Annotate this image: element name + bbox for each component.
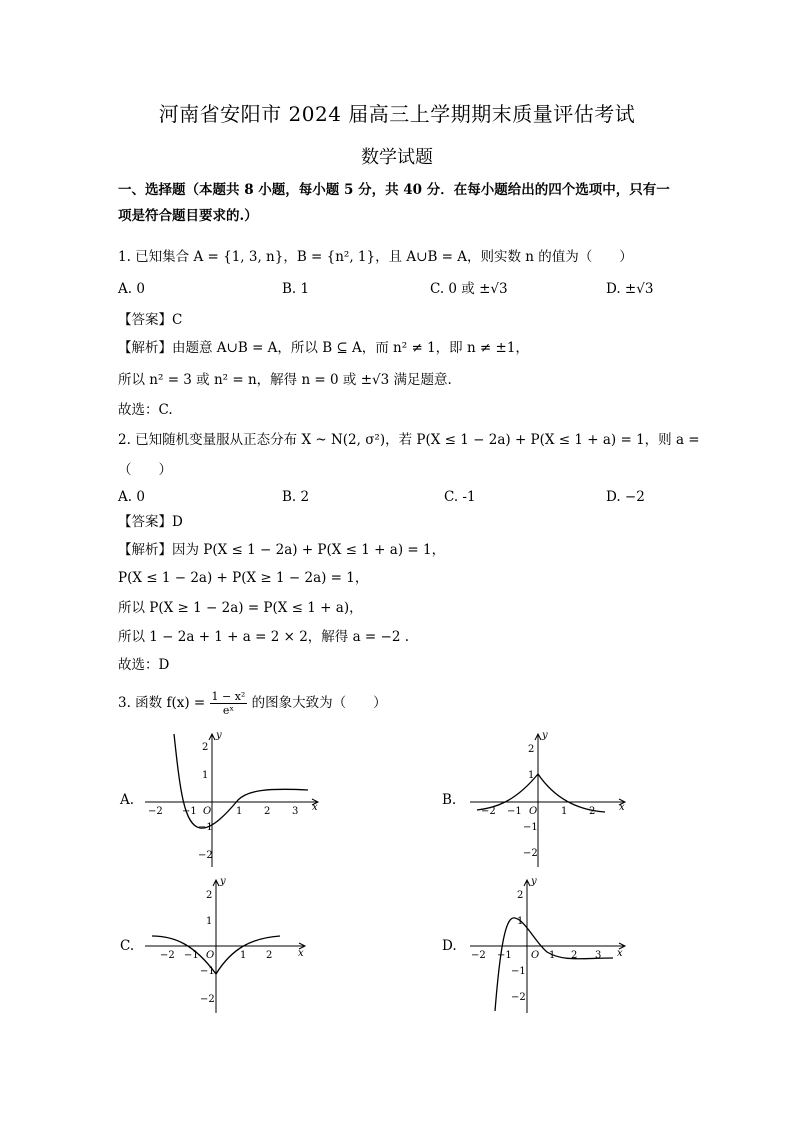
section-heading-cont: 项是符合题目要求的.） <box>118 208 258 224</box>
q3-fraction <box>210 690 248 717</box>
graph-b-curve <box>477 774 605 812</box>
q2-option-b: B. 2 <box>282 489 310 505</box>
graph-b <box>465 730 630 870</box>
graph-d-axes <box>470 880 625 1013</box>
q2-analysis-3: 所以 P(X ≥ 1 − 2a) = P(X ≤ 1 + a)， <box>118 600 363 616</box>
graph-a-tick-y-neg1: −1 <box>198 822 213 833</box>
graph-b-axis-y: y <box>542 730 548 741</box>
graph-c-tick-y-1: 1 <box>206 916 213 927</box>
graph-b-tick-y-2: 2 <box>528 744 535 755</box>
graph-c-tick-x-1: 1 <box>240 950 247 961</box>
q1-conclusion: 故选：C. <box>118 402 173 418</box>
q1-analysis: 【解析】由题意 A∪B = A，所以 B ⊆ A，而 n² ≠ 1，即 n ≠ ±1， <box>118 340 529 356</box>
graph-d-axis-y: y <box>531 876 537 887</box>
graph-a-tick-y-2: 2 <box>202 742 209 753</box>
q3-stem <box>118 690 387 717</box>
graph-b-tick-y-1: 1 <box>528 770 535 781</box>
graph-d-tick-x-neg2: −2 <box>471 950 486 961</box>
q3-fraction-denominator: eˣ <box>222 704 235 717</box>
graph-d-tick-x-neg1: −1 <box>497 950 512 961</box>
graph-a-tick-x-neg2: −2 <box>148 806 163 817</box>
graph-d-tick-y-neg2: −2 <box>511 992 526 1003</box>
section-heading: 一、选择题（本题共 8 小题，每小题 5 分，共 40 分．在每小题给出的四个选项中，只有一 <box>118 182 670 198</box>
q1-option-b: B. 1 <box>282 281 310 297</box>
q2-option-c: C. -1 <box>444 489 476 505</box>
graph-c-tick-x-neg2: −2 <box>160 950 175 961</box>
graph-b-tick-x-neg2: −2 <box>481 806 496 817</box>
q3-stem-suffix: 的图象大致为（ ） <box>251 695 387 711</box>
graph-d-tick-x-3: 3 <box>595 950 602 961</box>
graph-a-svg <box>140 730 325 870</box>
graph-a-ticks <box>148 730 318 861</box>
graph-a-axes <box>145 734 318 867</box>
graph-b-tick-x-neg1: −1 <box>507 806 522 817</box>
graph-c-svg <box>140 876 310 1016</box>
graph-a <box>140 730 325 870</box>
graph-d-tick-y-neg1: −1 <box>511 966 526 977</box>
graph-b-tick-x-2: 2 <box>589 806 596 817</box>
graph-c-tick-y-neg2: −2 <box>200 994 215 1005</box>
graph-d-axis-x: x <box>617 948 623 959</box>
q1-option-d: D. ±√3 <box>606 281 654 297</box>
graph-c-tick-y-neg1: −1 <box>200 966 215 977</box>
graph-c-label: C. <box>120 938 135 954</box>
graph-d <box>465 876 630 1016</box>
graph-d-tick-x-1: 1 <box>549 950 556 961</box>
q1-analysis-cont: 所以 n² = 3 或 n² = n，解得 n = 0 或 ±√3 满足题意. <box>118 372 452 388</box>
q2-conclusion: 故选：D <box>118 657 170 673</box>
q2-answer: 【答案】D <box>118 514 183 530</box>
graph-b-tick-y-neg1: −1 <box>523 822 538 833</box>
graph-a-tick-x-1: 1 <box>236 806 243 817</box>
q1-option-a: A. 0 <box>118 281 145 297</box>
graph-c-ticks <box>160 876 304 1005</box>
graph-a-tick-x-neg1: −1 <box>182 806 197 817</box>
graph-b-tick-x-1: 1 <box>561 806 568 817</box>
graph-c-origin: O <box>206 950 215 961</box>
graph-a-tick-y-1: 1 <box>202 770 209 781</box>
graph-a-tick-x-2: 2 <box>264 806 271 817</box>
graph-c-tick-y-2: 2 <box>206 890 213 901</box>
graph-c-tick-x-2: 2 <box>266 950 273 961</box>
graph-c-axis-x: x <box>298 948 304 959</box>
graph-b-origin: O <box>529 806 538 817</box>
graph-c-tick-x-neg1: −1 <box>184 950 199 961</box>
page-title: 河南省安阳市 2024 届高三上学期期末质量评估考试 <box>158 102 636 126</box>
graph-a-axis-x: x <box>312 802 318 813</box>
graph-d-tick-x-2: 2 <box>571 950 578 961</box>
graph-d-tick-y-1: 1 <box>517 916 524 927</box>
graph-b-axis-x: x <box>619 802 625 813</box>
graph-a-tick-x-3: 3 <box>292 806 299 817</box>
graph-a-label: A. <box>120 792 135 808</box>
graph-c-axes <box>145 880 305 1013</box>
page-subtitle: 数学试题 <box>361 147 433 168</box>
q2-analysis-4: 所以 1 − 2a + 1 + a = 2 × 2，解得 a = −2 . <box>118 629 410 645</box>
graph-c <box>140 876 310 1016</box>
q2-analysis-2: P(X ≤ 1 − 2a) + P(X ≥ 1 − 2a) = 1， <box>118 570 369 586</box>
graph-d-ticks <box>471 876 623 1003</box>
q2-stem-cont: （ ） <box>118 462 172 478</box>
graph-d-label: D. <box>442 938 457 954</box>
q1-stem: 1. 已知集合 A = {1, 3, n}，B = {n², 1}，且 A∪B = A，则实数 n 的值为（ ） <box>118 249 633 265</box>
graph-b-ticks <box>481 730 625 859</box>
graph-a-tick-y-neg2: −2 <box>198 850 213 861</box>
graph-a-axis-y: y <box>216 730 222 741</box>
graph-d-tick-y-2: 2 <box>517 890 524 901</box>
graph-a-origin: O <box>203 806 212 817</box>
q2-option-d: D. −2 <box>606 489 645 505</box>
q3-fraction-numerator: 1 − x² <box>211 690 246 703</box>
q2-analysis: 【解析】因为 P(X ≤ 1 − 2a) + P(X ≤ 1 + a) = 1， <box>118 542 446 558</box>
graph-b-label: B. <box>442 792 457 808</box>
graph-b-svg <box>465 730 630 870</box>
q2-stem: 2. 已知随机变量服从正态分布 X ~ N(2, σ²)，若 P(X ≤ 1 − 2a) + P(X ≤ 1 + a) = 1，则 a = <box>118 432 700 448</box>
q1-option-c: C. 0 或 ±√3 <box>430 281 508 297</box>
graph-d-origin: O <box>531 950 540 961</box>
graph-b-tick-y-neg2: −2 <box>523 848 538 859</box>
graph-b-axes <box>470 734 625 867</box>
q3-stem-prefix: 3. 函数 f(x) = <box>118 695 210 711</box>
graph-c-axis-y: y <box>220 876 226 887</box>
q1-answer: 【答案】C <box>118 312 183 328</box>
graph-d-svg <box>465 876 630 1016</box>
q2-option-a: A. 0 <box>118 489 145 505</box>
